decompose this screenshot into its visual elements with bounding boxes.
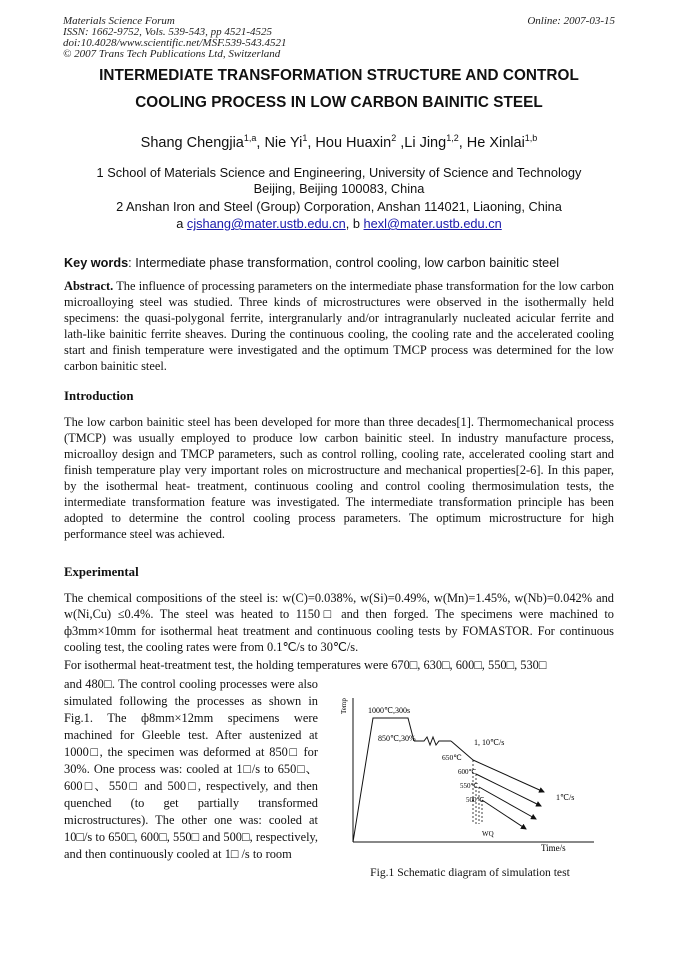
affiliation-2: 2 Anshan Iron and Steel (Group) Corporation, Anshan 114021, Liaoning, China [116,199,562,214]
label-650: 650℃ [442,753,462,762]
author-name: Shang Chengjia [140,135,244,151]
y-axis-label: Temp [340,698,348,714]
author-affiliation-mark: 2 [391,133,397,143]
experimental-text: The chemical compositions of the steel is: w(C)=0.038%, w(Si)=0.49%, w(Mn)=1.45%, w(Nb)=0.042% and w(Ni,Cu) ≤0.4%. The steel was heated to 1150□ and then forged. The specimens were machined to ф3mm×10mm for isothermal heat treatment and continuous cooling tests by FOMASTOR. For continuous cooling test, the cooling rates were from 0.1℃/s to 30℃/s. [64,591,614,654]
cooling-1cs-600 [476,774,541,806]
author-affiliation-mark: 1,b [524,133,538,143]
author-affiliation-mark: 1,2 [446,133,459,143]
abstract-label: Abstract. [64,279,114,293]
introduction-text: The low carbon bainitic steel has been developed for more than three decades[1]. Thermomechanical process (TMCP) was usually employed to produce low carbon bainitic steel. In industry manufacture process, microalloy design and TMCP parameters, such as control rolling, cooling rate, accelerated cooling start and finish temperature play very important roles on microstructure and mechanical properties[2-6]. In this paper, by the isothermal heat- treatment, continuous cooling and control cooling thermosimulation tests, the intermediate transformation feature was investigated. The intermediate transformation principle has been adopted to determine the control cooling process parameters. The optimum microstructure for high performance steel was achieved. [64,415,614,541]
author-list: Shang Chengjia$^{1,a}$, Nie Yi$^1$, Hou Huaxin$^2$ ,Li Jing$^{1,2}$, He Xinlai$^{1,b}$ [140,133,538,151]
label-600: 600℃ [458,768,477,776]
cooling-1cs-500 [482,800,526,829]
experimental-holding-temps: For isothermal heat-treatment test, the holding temperatures were 670□, 630□, 600□, 550□, 530□ [64,658,547,672]
copyright-line: © 2007 Trans Tech Publications Ltd, Switzerland [63,48,281,60]
introduction-heading: Introduction [64,389,134,403]
email-a-link[interactable]: cjshang@mater.ustb.edu.cn [186,216,346,231]
keywords [64,256,624,270]
cooling-1cs-550 [479,787,536,819]
abstract-text: The influence of processing parameters on the intermediate phase transformation for the low carbon microalloying steel was studied. Three kinds of microstructures were observed in the isothermally held specimens: the quasi-polygonal ferrite, intergranularly and/or intragranularly nucleated acicular ferrite and lath-like bainitic ferrite sheaves. During the continuous cooling, the cooling rate and the accelerated cooling start and finish temperature were investigated and the optimum TMCP process was determined for the low carbon bainitic steel. [64,279,614,373]
x-axis-label: Time/s [541,843,566,853]
deformation-zigzag [414,737,451,745]
author-affiliation-mark: 1 [302,133,308,143]
abstract [64,278,614,374]
issn-line: ISSN: 1662-9752, Vols. 539-543, pp 4521-4525 [63,26,272,38]
journal-name: Materials Science Forum [63,15,175,27]
author-name: He Xinlai [466,135,525,151]
label-wq: WQ [482,830,494,838]
author-affiliation-mark: 1,a [243,133,257,143]
label-1cs: 1℃/s [556,793,575,802]
experimental-heading: Experimental [64,565,139,579]
keywords-text: : Intermediate phase transformation, control cooling, low carbon bainitic steel [128,256,560,270]
simulation-schematic-figure [336,694,596,854]
affiliation-1-line1: 1 School of Materials Science and Engineering, University of Science and Technology [96,165,582,180]
paper-title-line2: COOLING PROCESS IN LOW CARBON BAINITIC STEEL [135,94,543,111]
keywords-label: Key words [64,256,129,270]
affiliation-1-line2: Beijing, Beijing 100083, China [253,181,425,196]
email-line [30,216,648,232]
online-date: Online: 2007-03-15 [527,15,615,27]
experimental-process-text: and 480□. The control cooling processes were also simulated following the processes as shown in Fig.1. The ф8mm×12mm specimens were machined for Gleeble test. After austenized at 1000□, the specimen was deformed at 850□ for 30%. One process was: cooled at 1□/s to 650□、600□、550□ and 500□, respectively, and then quenched (to get partially transformed microstructures). The other one was: cooled at 10□/s to 650□, 600□, 550□ and 500□, respectively, and then continuously cooled at 1□ /s to room [64,677,318,861]
label-850: 850℃,30% [378,734,416,743]
email-b-link[interactable]: hexl@mater.ustb.edu.cn [363,216,502,231]
email-a-prefix: a [176,216,187,231]
author-name: Li Jing [404,135,447,151]
affiliation-1 [30,165,648,197]
cooling-1cs-650 [473,760,544,792]
author-name: Nie Yi [264,135,303,151]
author-name: Hou Huaxin [315,135,392,151]
label-550: 550℃ [460,782,479,790]
figure-caption: Fig.1 Schematic diagram of simulation test [370,866,570,879]
label-rates: 1, 10℃/s [474,738,505,747]
journal-header [63,16,287,60]
email-b-prefix: , b [345,216,364,231]
label-1000: 1000℃,300s [368,706,411,715]
label-500: 500℃ [466,796,485,804]
doi-line: doi:10.4028/www.scientific.net/MSF.539-543.4521 [63,37,287,49]
paper-title-line1: INTERMEDIATE TRANSFORMATION STRUCTURE AND CONTROL [99,67,579,84]
